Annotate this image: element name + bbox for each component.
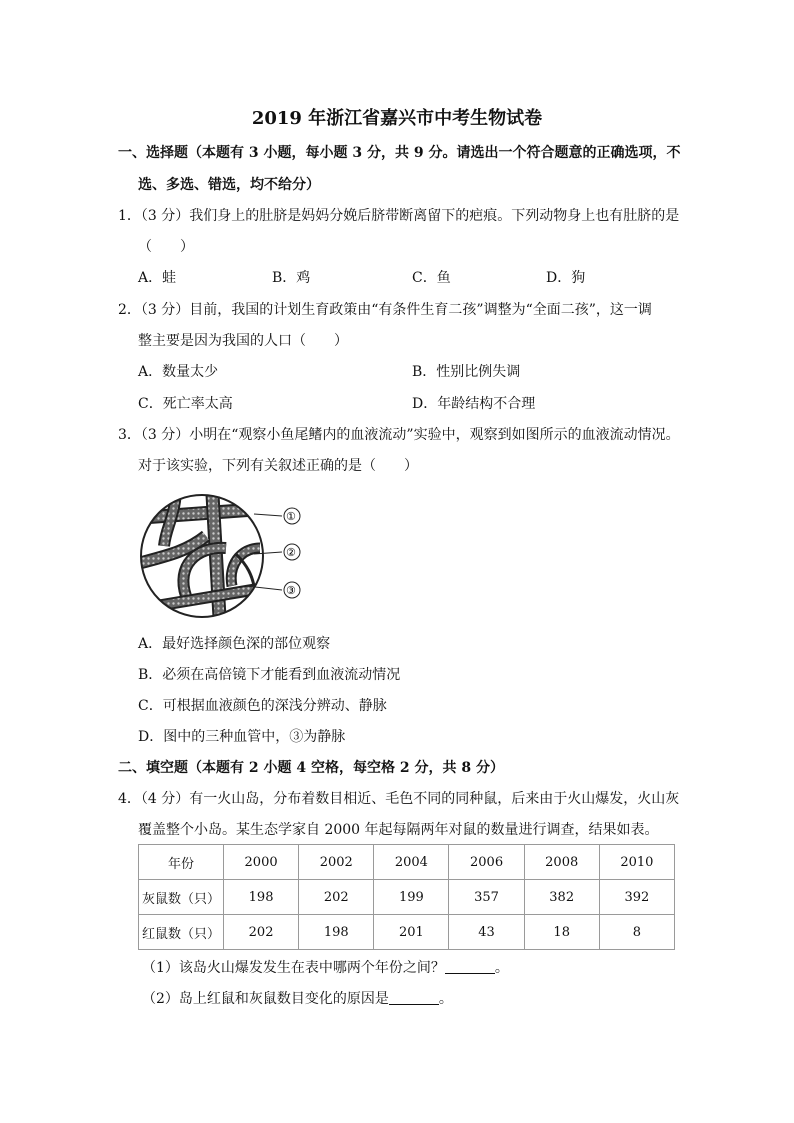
q4-sub1-end: 。 [494,960,509,976]
q4-subquestion-1 [142,958,509,978]
table-cell: 2004 [374,845,449,880]
q2-option-a: A．数量太少 [138,364,219,380]
q1-stem-line1: 1．（3 分）我们身上的肚脐是妈妈分娩后脐带断离留下的疤痕。下列动物身上也有肚脐的是 [118,208,680,224]
table-cell: 201 [374,915,449,950]
q3-option-a: A．最好选择颜色深的部位观察 [138,636,331,652]
q1-option-d: D．狗 [546,270,586,286]
mouse-population-table [138,844,675,950]
label-3-text: ③ [286,584,296,597]
q4-sub2-text: （2）岛上红鼠和灰鼠数目变化的原因是 [142,991,389,1007]
table-header-row [139,845,675,880]
table-cell: 392 [599,880,674,915]
q4-sub2-end: 。 [438,991,453,1007]
table-cell: 198 [299,915,374,950]
table-cell: 2008 [524,845,599,880]
table-row [139,880,675,915]
vessels [136,486,276,626]
q2-option-b: B．性别比例失调 [412,364,521,380]
q4-stem-line2: 覆盖整个小岛。某生态学家自 2000 年起每隔两年对鼠的数量进行调查，结果如表。 [138,822,659,838]
section1-heading-line1: 一、选择题（本题有 3 小题，每小题 3 分，共 9 分。请选出一个符合题意的正确选项，不 [118,145,681,161]
table-cell: 2002 [299,845,374,880]
section1-heading-line2: 选、多选、错选，均不给分） [138,177,320,193]
table-cell: 357 [449,880,524,915]
table-cell: 18 [524,915,599,950]
q3-stem-line1: 3．（3 分）小明在“观察小鱼尾鳍内的血液流动”实验中，观察到如图所示的血液流动情况。 [118,427,680,443]
table-cell: 2010 [599,845,674,880]
q2-stem-line2: 整主要是因为我国的人口（ ） [138,333,348,349]
q4-stem-line1: 4．（4 分）有一火山岛，分布着数目相近、毛色不同的同种鼠，后来由于火山爆发，火山灰 [118,791,680,807]
table-cell: 43 [449,915,524,950]
q1-option-a: A．蛙 [138,270,177,286]
q3-option-c: C．可根据血液颜色的深浅分辨动、静脉 [138,698,387,714]
label-1-text: ① [286,510,296,523]
q1-stem-line2: （ ） [138,239,194,255]
table-cell: 年份 [139,845,224,880]
table-cell: 2000 [224,845,299,880]
table-cell: 灰鼠数（只） [139,880,224,915]
table-cell: 198 [224,880,299,915]
q3-stem-line2: 对于该实验，下列有关叙述正确的是（ ） [138,458,418,474]
q1-option-c: C．鱼 [412,270,451,286]
q1-option-b: B．鸡 [272,270,311,286]
q2-option-d: D．年龄结构不合理 [412,396,536,412]
q3-option-b: B．必须在高倍镜下才能看到血液流动情况 [138,667,401,683]
table-cell: 2006 [449,845,524,880]
q2-option-c: C．死亡率太高 [138,396,233,412]
table-row [139,915,675,950]
table-cell: 红鼠数（只） [139,915,224,950]
table-cell: 202 [224,915,299,950]
page-title: 2019 年浙江省嘉兴市中考生物试卷 [251,108,543,129]
label-2-text: ② [286,546,296,559]
table-cell: 202 [299,880,374,915]
answer-blank-2 [389,990,439,1005]
table-cell: 8 [599,915,674,950]
q3-option-d: D．图中的三种血管中，③为静脉 [138,729,346,745]
q2-stem-line1: 2．（3 分）目前，我国的计划生育政策由“有条件生育二孩”调整为“全面二孩”，这一调 [118,302,652,318]
table-cell: 382 [524,880,599,915]
q4-sub1-text: （1）该岛火山爆发发生在表中哪两个年份之间？ [142,960,445,976]
blood-flow-figure [136,486,316,626]
q4-subquestion-2 [142,989,453,1009]
answer-blank-1 [445,959,495,974]
section2-heading: 二、填空题（本题有 2 小题 4 空格，每空格 2 分，共 8 分） [118,760,504,776]
table-cell: 199 [374,880,449,915]
